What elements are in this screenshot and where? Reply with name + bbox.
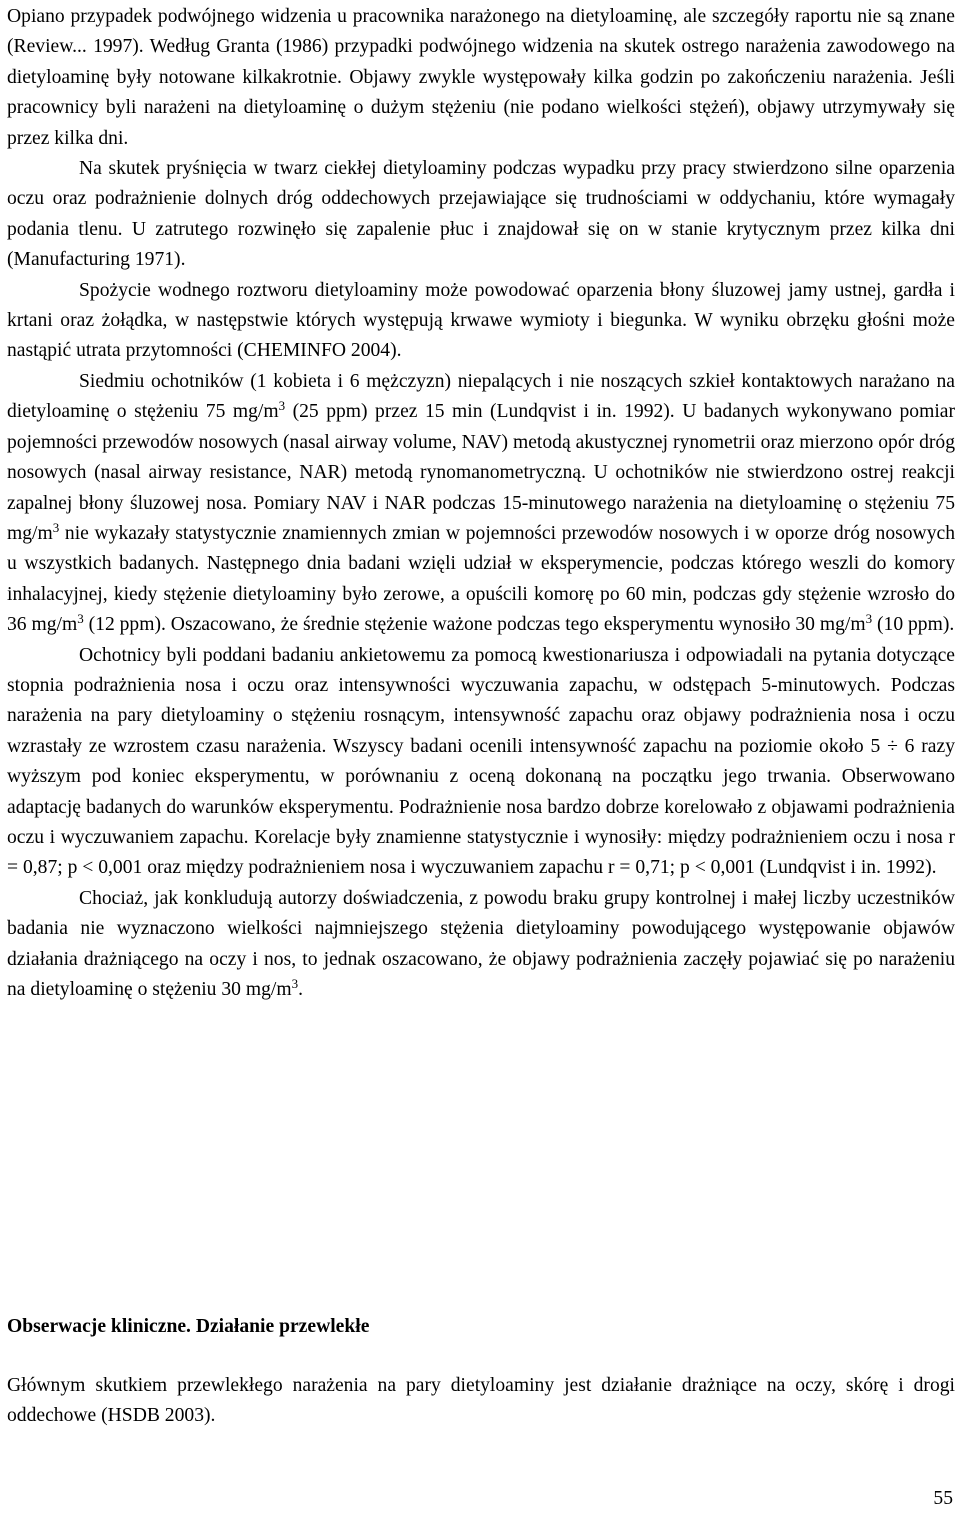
paragraph xyxy=(7,154,955,276)
paragraph-text: . xyxy=(298,979,303,1000)
page-number: 55 xyxy=(933,1488,953,1509)
superscript: 3 xyxy=(865,611,873,627)
superscript: 3 xyxy=(52,519,60,535)
paragraph-text: Ochotnicy byli poddani badaniu ankietowemu za pomocą kwestionariusza i odpowiadali na pytania dotyczące stopnia podrażnienia nosa i oczu oraz intensywności wyczuwania zapachu, w odstępach 5-minutowych. Podczas narażenia na pary dietyloaminy o stężeniu rosnącym, intensywność zapachu oraz objawy podrażnienia nosa i oczu wzrastały ze wzrostem czasu narażenia. Wszyscy badani ocenili intensywność zapachu na poziomie około 5 ÷ 6 razy wyższym pod koniec eksperymentu, w porównaniu z oceną dokonaną na początku jego trwania. Obserwowano adaptację badanych do warunków eksperymentu. Podrażnienie nosa bardzo dobrze korelowało z objawami podrażnienia oczu i wyczuwaniem zapachu. Korelacje były znamienne statystycznie i wynosiły: między podrażnieniem oczu i nosa r = 0,87; p < 0,001 oraz między podrażnieniem nosa i wyczuwaniem zapachu r = 0,71; p < 0,001 (Lundqvist i in. 1992). xyxy=(7,644,955,879)
paragraph-text: Opiano przypadek podwójnego widzenia u pracownika narażonego na dietyloaminę, ale szczegóły raportu nie są znane (Review... 1997). Według Granta (1986) przypadki podwójnego widzenia na skutek ostrego narażenia zawodowego na dietyloaminę były notowane kilkakrotnie. Objawy zwykle występowały kilka godzin po zakończeniu narażenia. Jeśli pracownicy byli narażeni na dietyloaminę o dużym stężeniu (nie podano wielkości stężeń), objawy utrzymywały się przez kilka dni. xyxy=(7,6,955,149)
paragraph xyxy=(7,2,955,154)
paragraph-text: (10 ppm). xyxy=(872,614,955,636)
paragraph xyxy=(7,367,955,641)
section-paragraph: Głównym skutkiem przewlekłego narażenia na pary dietyloaminy jest działanie drażniące na oczy, skórę i drogi oddechowe (HSDB 2003). xyxy=(7,1375,955,1427)
paragraph xyxy=(7,884,955,1006)
paragraph-text: nie wykazały statystycznie znamiennych zmian w pojemności przewodów nosowych i w oporze dróg nosowych u wszystkich badanych. Następnego dnia badani wzięli udział w eksperymencie, podczas którego weszli do komory inhalacyjnej, kiedy stężenie dietyloaminy było zerowe, a opuścili komorę po 60 min, podczas gdy stężenie wzrosło do 36 mg/m xyxy=(7,522,955,636)
superscript: 3 xyxy=(77,611,84,627)
paragraph-text: Na skutek pryśnięcia w twarz ciekłej dietyloaminy podczas wypadku przy pracy stwierdzono silne oparzenia oczu oraz podrażnienie dolnych dróg oddechowych przejawiające się trudnościami w oddychaniu, które wymagały podania tlenu. U zatrutego rozwinęło się zapalenie płuc i znajdował się on w stanie krytycznym przez kilka dni (Manufacturing 1971). xyxy=(7,158,955,271)
paragraph xyxy=(7,276,955,367)
paragraph-text: Siedmiu ochotników (1 kobieta i 6 mężczyzn) niepalących i nie noszących szkieł kontaktowych narażano na dietyloaminę o stężeniu 75 mg/m xyxy=(7,370,955,423)
paragraph-text: Chociaż, jak konkludują autorzy doświadczenia, z powodu braku grupy kontrolnej i małej liczby uczestników badania nie wyznaczono wielkości najmniejszego stężenia dietyloaminy powodującego występowanie objawów działania drażniącego na oczy i nos, to jednak oszacowano, że objawy podrażnienia zaczęły pojawiać się po narażeniu na dietyloaminę o stężeniu 30 mg/m xyxy=(7,887,955,1000)
document-body xyxy=(7,2,955,1005)
section-heading: Obserwacje kliniczne. Działanie przewlekłe xyxy=(7,1316,370,1337)
superscript: 3 xyxy=(278,398,286,414)
superscript: 3 xyxy=(291,976,299,991)
paragraph-text: (25 ppm) przez 15 min (Lundqvist i in. 1992). U badanych wykonywano pomiar pojemności przewodów nosowych (nasal airway volume, NAV) metodą akustycznej rynometrii oraz mierzono opór dróg nosowych (nasal airway resistance, NAR) metodą rynomanometryczną. U ochotników nie stwierdzono ostrej reakcji zapalnej błony śluzowej nosa. Pomiary NAV i NAR podczas 15-minutowego narażenia na dietyloaminę o stężeniu 75 mg/m xyxy=(7,401,955,544)
paragraph xyxy=(7,641,955,884)
paragraph-text: (12 ppm). Oszacowano, że średnie stężenie ważone podczas tego eksperymentu wynosiło 30 mg/m xyxy=(83,614,866,636)
paragraph-text: Spożycie wodnego roztworu dietyloaminy może powodować oparzenia błony śluzowej jamy ustnej, gardła i krtani oraz żołądka, w następstwie których występują krwawe wymioty i biegunka. W wyniku obrzęku głośni może nastąpić utrata przytomności (CHEMINFO 2004). xyxy=(7,279,955,362)
